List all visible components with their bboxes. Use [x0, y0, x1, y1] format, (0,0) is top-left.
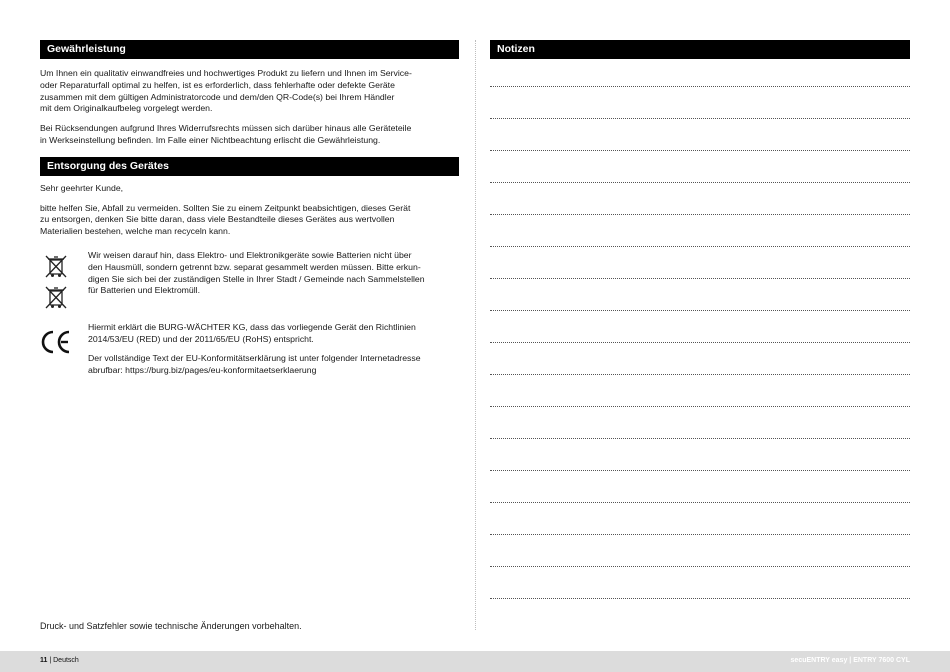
note-line: [490, 342, 910, 343]
footer-product-name: secuENTRY easy | ENTRY 7600 CYL: [790, 657, 910, 664]
crossed-bin-icon: [43, 284, 69, 315]
text-line: den Hausmüll, sondern getrennt bzw. separat gesammelt werden müssen. Bitte erkun-: [88, 261, 421, 272]
left-column: [40, 40, 459, 376]
text-line: mit dem Originalkaufbeleg vorgelegt werden.: [40, 103, 213, 114]
page-footer: [0, 651, 950, 672]
text-line: zusammen mit dem gültigen Administratorcode und dem/den QR-Code(s) bei Ihrem Händler: [40, 91, 395, 102]
disclaimer-text: Druck- und Satzfehler sowie technische Änderungen vorbehalten.: [40, 621, 302, 631]
text-line: Hiermit erklärt die BURG-WÄCHTER KG, dass das vorliegende Gerät den Richtlinien: [88, 322, 416, 333]
note-line: [490, 214, 910, 215]
right-column: [490, 40, 910, 59]
note-line: [490, 310, 910, 311]
note-line: [490, 86, 910, 87]
notes-heading: Notizen: [490, 40, 910, 59]
note-line: [490, 534, 910, 535]
text-line: Wir weisen darauf hin, dass Elektro- und Elektronikgeräte sowie Batterien nicht über: [88, 249, 412, 260]
note-line: [490, 150, 910, 151]
note-line: [490, 502, 910, 503]
note-line: [490, 470, 910, 471]
footer-language: Deutsch: [53, 657, 79, 664]
ce-paragraph-2: [40, 353, 459, 377]
ce-paragraph-1: [40, 322, 459, 346]
footer-separator: |: [47, 657, 54, 664]
greeting-text: Sehr geehrter Kunde,: [40, 182, 124, 193]
note-line: [490, 566, 910, 567]
column-divider: [475, 40, 476, 630]
ce-mark-icon: [40, 328, 72, 361]
weee-paragraph: [40, 250, 459, 297]
text-line: oder Reparaturfall optimal zu helfen, ist es erforderlich, dass fehlerhafte oder defekte Geräte: [40, 79, 395, 90]
warranty-paragraph-2: [40, 123, 459, 147]
text-line: 2014/53/EU (RED) und der 2011/65/EU (RoHS) entspricht.: [88, 333, 314, 344]
note-line: [490, 182, 910, 183]
note-line: [490, 246, 910, 247]
text-line: Um Ihnen ein qualitativ einwandfreies und hochwertiges Produkt zu liefern und Ihnen im Service-: [40, 68, 412, 78]
footer-page-info: [40, 657, 79, 664]
text-line: Der vollständige Text der EU-Konformitätserklärung ist unter folgender Internetadresse: [88, 352, 421, 363]
text-line: digen Sie sich bei der zuständigen Stelle in Ihrer Stadt / Gemeinde nach Sammelstellen: [88, 273, 425, 284]
text-line: für Batterien und Elektromüll.: [88, 285, 201, 296]
text-line: bitte helfen Sie, Abfall zu vermeiden. Sollten Sie zu einem Zeitpunkt beabsichtigen, dieses Gerät: [40, 202, 411, 213]
note-line: [490, 438, 910, 439]
warranty-heading: Gewährleistung: [40, 40, 459, 59]
warranty-paragraph-1: [40, 68, 459, 115]
note-line: [490, 406, 910, 407]
page-number: 11: [40, 657, 48, 664]
text-line: Materialien bestehen, welche man recyceln kann.: [40, 226, 231, 237]
note-line: [490, 118, 910, 119]
text-line: abrufbar: https://burg.biz/pages/eu-konformitaetserklaerung: [88, 364, 317, 375]
note-line: [490, 598, 910, 599]
note-line: [490, 278, 910, 279]
disposal-paragraph-1: [40, 203, 459, 238]
note-line: [490, 374, 910, 375]
disposal-greeting-block: [40, 183, 459, 195]
text-line: in Werkseinstellung befinden. Im Falle einer Nichtbeachtung erlischt die Gewährleistung.: [40, 134, 381, 145]
crossed-bin-icon: [43, 253, 69, 284]
text-line: zu entsorgen, denken Sie bitte daran, dass viele Bestandteile dieses Gerätes aus wertvollen: [40, 214, 395, 225]
text-line: Bei Rücksendungen aufgrund Ihres Widerrufsrechts müssen sich darüber hinaus alle Geräteteile: [40, 123, 412, 134]
disposal-heading: Entsorgung des Gerätes: [40, 157, 459, 176]
